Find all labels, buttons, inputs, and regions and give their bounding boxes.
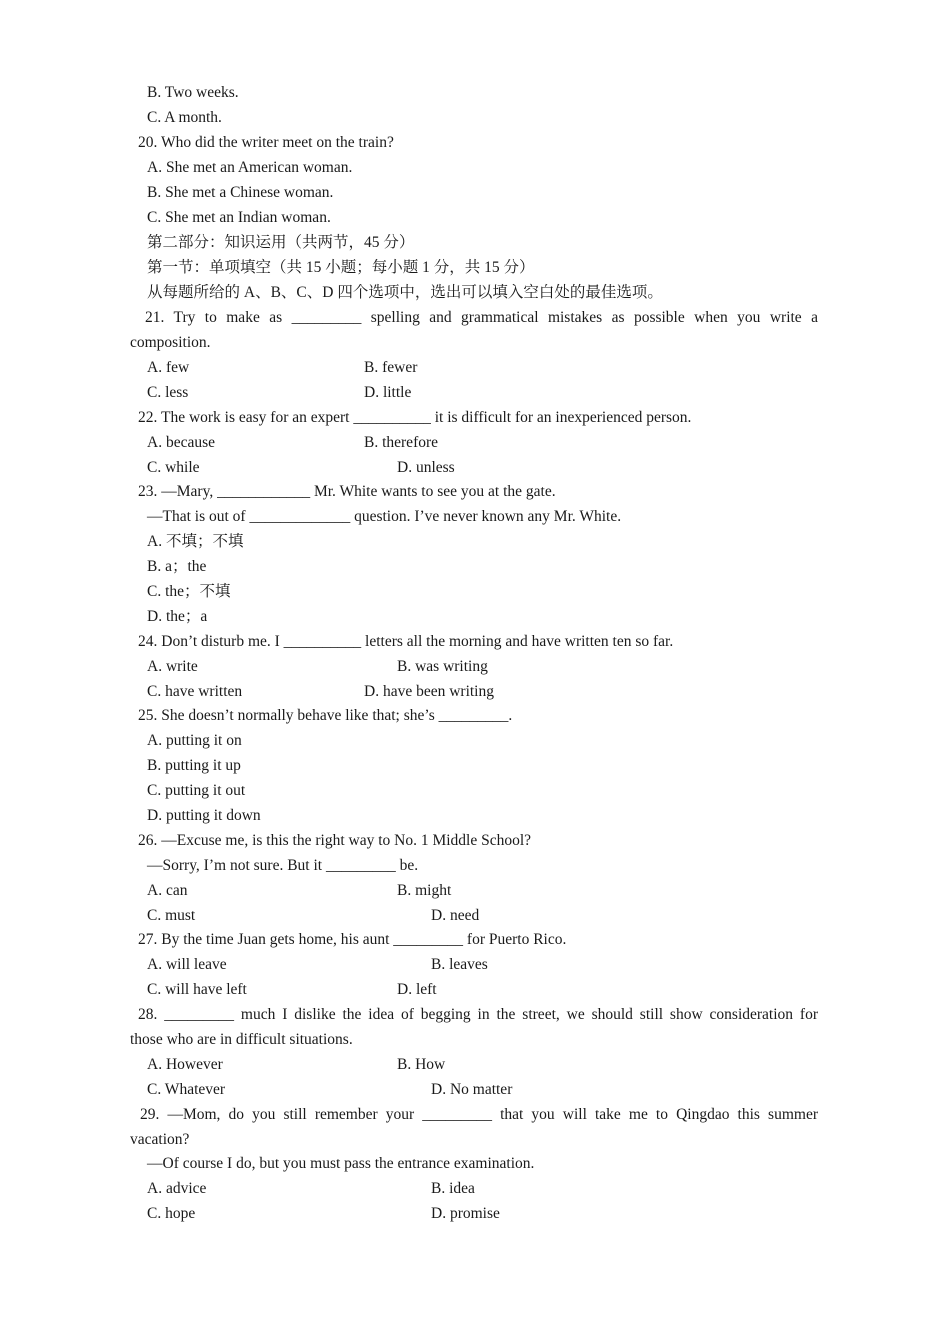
answer-option: D. No matter: [431, 1081, 513, 1098]
answer-option: A. can: [147, 882, 188, 899]
text-line: —Sorry, I’m not sure. But it _________ be.: [147, 857, 419, 874]
answer-option: A. few: [147, 359, 190, 376]
answer-option: A. write: [147, 658, 198, 675]
text-line: 25. She doesn’t normally behave like that; she’s _________.: [138, 707, 513, 724]
text-line: 第一节：单项填空（共 15 小题；每小题 1 分，共 15 分）: [147, 259, 535, 276]
text-line: 第二部分：知识运用（共两节，45 分）: [147, 234, 415, 251]
text-line: 20. Who did the writer meet on the train?: [138, 134, 394, 151]
text-line: 24. Don’t disturb me. I __________ letters all the morning and have written ten so far.: [138, 633, 674, 650]
text-line: D. the；a: [147, 608, 208, 625]
text-line: composition.: [130, 334, 211, 351]
text-line: B. putting it up: [147, 757, 241, 774]
text-line: 29. —Mom, do you still remember your _________ that you will take me to Qingdao this summer: [140, 1106, 818, 1123]
answer-option: B. leaves: [431, 956, 488, 973]
answer-option: B. might: [397, 882, 452, 899]
answer-option: A. However: [147, 1056, 223, 1073]
text-line: 23. —Mary, ____________ Mr. White wants to see you at the gate.: [138, 483, 556, 500]
text-line: A. 不填；不填: [147, 533, 244, 550]
text-line: C. A month.: [147, 109, 222, 126]
text-line: —That is out of _____________ question. I’ve never known any Mr. White.: [147, 508, 622, 525]
answer-option: C. hope: [147, 1205, 196, 1222]
answer-option: A. advice: [147, 1180, 207, 1197]
answer-option: B. fewer: [364, 359, 418, 376]
text-line: B. Two weeks.: [147, 84, 239, 101]
text-line: those who are in difficult situations.: [130, 1031, 353, 1048]
text-line: vacation?: [130, 1131, 190, 1148]
answer-option: C. while: [147, 459, 200, 476]
answer-option: C. Whatever: [147, 1081, 226, 1098]
text-line: 22. The work is easy for an expert __________ it is difficult for an inexperienced person.: [138, 409, 692, 426]
text-line: 21. Try to make as _________ spelling and grammatical mistakes as possible when you write a: [145, 309, 818, 326]
text-line: B. a；the: [147, 558, 207, 575]
answer-option: B. therefore: [364, 434, 439, 451]
text-line: 27. By the time Juan gets home, his aunt _________ for Puerto Rico.: [138, 931, 567, 948]
text-line: 28. _________ much I dislike the idea of begging in the street, we should still show consideration for: [138, 1006, 818, 1023]
text-line: —Of course I do, but you must pass the entrance examination.: [147, 1155, 535, 1172]
text-line: D. putting it down: [147, 807, 261, 824]
answer-option: A. will leave: [147, 956, 227, 973]
text-line: C. putting it out: [147, 782, 246, 799]
answer-option: D. promise: [431, 1205, 500, 1222]
answer-option: D. need: [431, 907, 480, 924]
answer-option: D. unless: [397, 459, 455, 476]
answer-option: D. little: [364, 384, 412, 401]
text-line: C. She met an Indian woman.: [147, 209, 331, 226]
text-line: 从每题所给的 A、B、C、D 四个选项中，选出可以填入空白处的最佳选项。: [147, 284, 663, 301]
answer-option: C. have written: [147, 683, 243, 700]
answer-option: B. How: [397, 1056, 446, 1073]
answer-option: C. must: [147, 907, 196, 924]
text-line: B. She met a Chinese woman.: [147, 184, 334, 201]
text-line: C. the；不填: [147, 583, 231, 600]
answer-option: B. was writing: [397, 658, 488, 675]
text-line: A. putting it on: [147, 732, 242, 749]
answer-option: C. will have left: [147, 981, 247, 998]
answer-option: A. because: [147, 434, 215, 451]
answer-option: D. have been writing: [364, 683, 494, 700]
text-line: 26. —Excuse me, is this the right way to No. 1 Middle School?: [138, 832, 532, 849]
answer-option: C. less: [147, 384, 189, 401]
answer-option: D. left: [397, 981, 437, 998]
text-line: A. She met an American woman.: [147, 159, 353, 176]
answer-option: B. idea: [431, 1180, 475, 1197]
